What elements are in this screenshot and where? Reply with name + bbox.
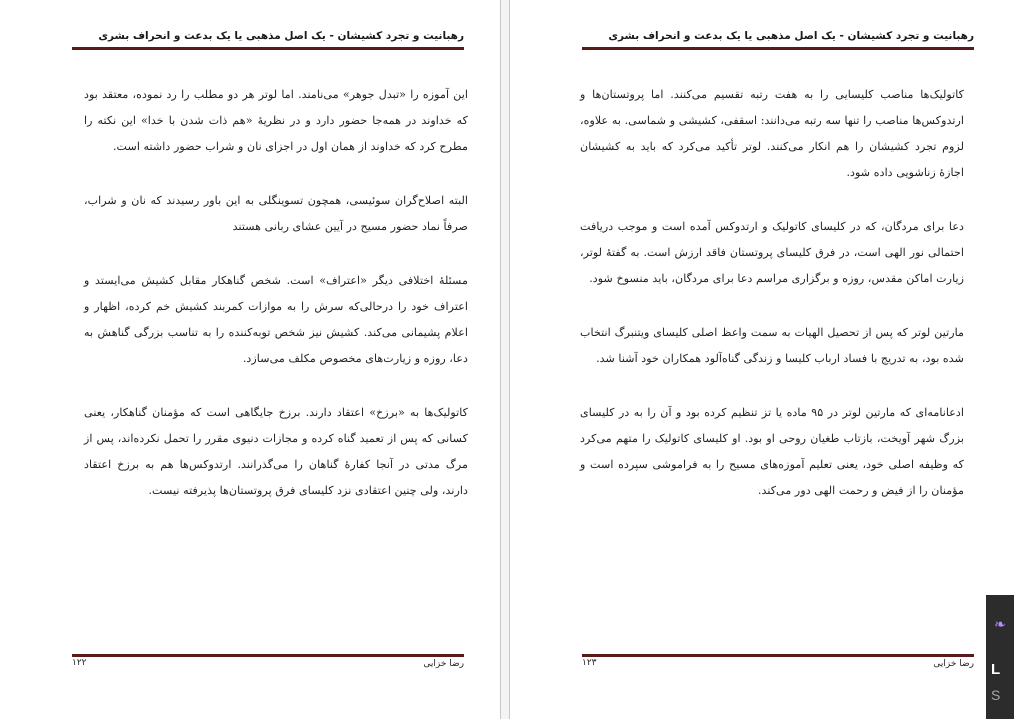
panel-text-1: L <box>991 661 1001 678</box>
right-page <box>550 0 1000 719</box>
header-rule <box>72 47 464 50</box>
paragraph: البته اصلاح‌گران سوئیسی، همچون تسوینگلی به این باور رسیدند که نان و شراب، صرفاً نماد حضور مسیح در آیین عشای ربانی هستند <box>84 194 468 233</box>
paragraph: مسئلهٔ اختلافی دیگر «اعتراف» است. شخص گناهکار مقابل کشیش می‌ایستد و اعتراف خود را درحالی‌که سرش را به موازات کمربند کشیش خم کرده، اظهار و اعلام پشیمانی می‌کند. کشیش نیز شخص توبه‌کننده را به تناسب بزرگی گناهش به دعا، روزه و زیارت‌های مخصوص مکلف می‌سازد. <box>84 274 468 365</box>
page-body <box>84 82 468 532</box>
footer-rule <box>582 654 974 657</box>
panel-text-2: S <box>991 687 1001 703</box>
footer-author: رضا خزایی <box>423 659 464 669</box>
footer-rule <box>72 654 464 657</box>
page-number: ۱۲۳ <box>582 658 597 668</box>
page-body <box>580 82 964 532</box>
spine-line-left <box>500 0 501 719</box>
header-rule <box>582 47 974 50</box>
paragraph: کاتولیک‌ها مناصب کلیسایی را به هفت رتبه تقسیم می‌کنند. اما پروتستان‌ها و ارتدوکس‌ها مناصب را تنها سه رتبه می‌دانند: اسقفی، کشیشی و شماسی. به علاوه، لزوم تجرد کشیشان را هم انکار می‌کنند. لوتر تأکید می‌کرد که باید به کشیشان اجازهٔ زناشویی داده شود. <box>580 88 964 179</box>
book-spine-gutter <box>501 0 509 719</box>
page-number: ۱۲۲ <box>72 658 87 668</box>
left-page <box>40 0 490 719</box>
paragraph: مارتین لوتر که پس از تحصیل الهیات به سمت واعظ اصلی کلیسای ویتنبرگ انتخاب شده بود، به تدریج با فساد ارباب کلیسا و زندگی گناه‌آلود همکاران خود آشنا شد. <box>580 326 964 365</box>
paragraph: کاتولیک‌ها به «برزخ» اعتقاد دارند. برزخ جایگاهی است که مؤمنان گناهکار، یعنی کسانی که پس از تعمید گناه کرده و مجازات دنیوی مقرر را تحمل نکرده‌اند، پس از مرگ مدتی در آنجا کفارهٔ گناهان را می‌گذرانند. ارتدوکس‌ها هم به برزخ اعتقاد دارند، ولی چنین اعتقادی نزد کلیسای فرق پروتستان‌ها پذیرفته نیست. <box>84 406 468 497</box>
paragraph: این آموزه را «تبدل جوهر» می‌نامند. اما لوتر هر دو مطلب را رد نموده، معتقد بود که خداوند در همه‌جا حضور دارد و در نظریهٔ «هم ذات شدن با خدا» این نکته را مطرح کرد که خداوند از همان اول در اجزای نان و شراب حضور داشته است. <box>84 88 468 153</box>
feather-icon: ❧ <box>994 617 1006 633</box>
running-header: رهبانیت و تجرد کشیشان - یک اصل مذهبی یا یک بدعت و انحراف بشری <box>98 30 464 42</box>
footer-author: رضا خزایی <box>933 659 974 669</box>
spine-line-right <box>509 0 510 719</box>
paragraph: ادعانامه‌ای که مارتین لوتر در ۹۵ ماده یا تز تنظیم کرده بود و آن را به در کلیسای بزرگ شهر آویخت، بازتاب طغیان روحی او بود. او کلیسای کاتولیک را متهم می‌کرد که وظیفه اصلی خود، یعنی تعلیم آموزه‌های مسیح را به فراموشی سپرده است و مؤمنان را از فیض و رحمت الهی دور می‌کند. <box>580 406 965 497</box>
corner-overlay-panel[interactable] <box>986 595 1014 719</box>
paragraph: دعا برای مردگان، که در کلیسای کاتولیک و ارتدوکس آمده است و موجب دریافت احتمالی نور الهی است، در فرق کلیسای پروتستان فاقد ارزش است. به گفتهٔ لوتر، زیارت اماکن مقدس، روزه و برگزاری مراسم دعا برای مردگان، باید منسوخ شود. <box>580 220 964 285</box>
running-header: رهبانیت و تجرد کشیشان - یک اصل مذهبی یا یک بدعت و انحراف بشری <box>608 30 974 42</box>
